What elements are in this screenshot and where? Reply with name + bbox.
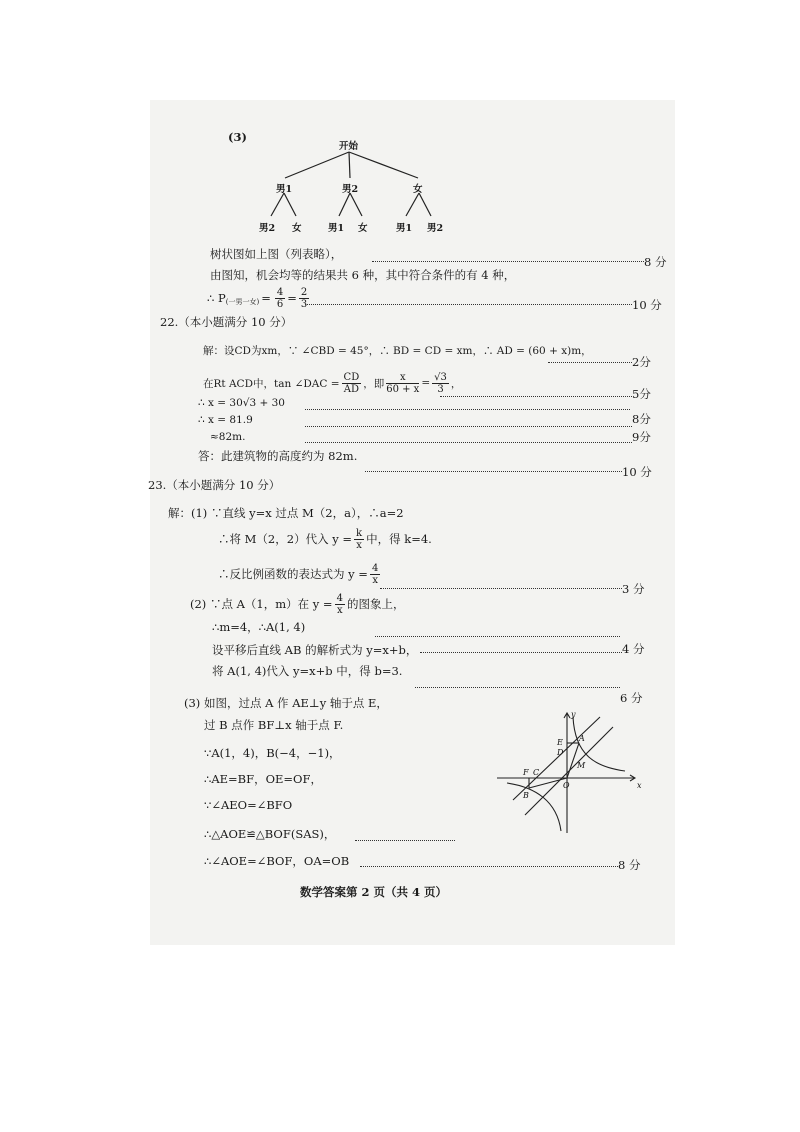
- graph-label-b: B: [523, 791, 529, 800]
- substitute-text: ∴将 M（2，2）代入 y =: [218, 532, 353, 546]
- q21-score3: 10 分: [632, 298, 662, 312]
- q22-line3: ∴ x = 30√3 + 30: [198, 397, 285, 409]
- tree-node-l1-3: 女: [413, 184, 423, 195]
- dotted-leader: [305, 409, 630, 410]
- fraction-cd-ad: $\frac{CD}{AD}$: [343, 371, 360, 395]
- dotted-leader: [365, 471, 622, 472]
- q23-p2-line1: [190, 590, 404, 618]
- tree-node-l1-2: 男2: [342, 184, 359, 195]
- graph-text: 的图象上，: [346, 597, 405, 611]
- tan-expression: 在Rt ACD中，tan ∠DAC =: [203, 377, 340, 390]
- tree-node-l2-1: 男2: [259, 223, 276, 234]
- graph-label-y: y: [571, 710, 576, 719]
- tree-node-l2-2: 女: [292, 223, 302, 234]
- part3-label: (3): [228, 130, 247, 144]
- coordinate-graph: [495, 705, 645, 835]
- point-a-text: (2) ∵点 A（1，m）在 y =: [190, 597, 333, 611]
- fraction-sqrt3-3: $\frac{√3}{3}$: [434, 371, 447, 395]
- q23-score3: 6 分: [620, 691, 643, 705]
- dotted-leader: [355, 840, 455, 841]
- q22-line1: 解：设CD为xm，∵ ∠CBD = 45°，∴ BD = CD = xm，∴ AD = (60 + x)m，: [203, 345, 592, 357]
- graph-label-a: A: [579, 734, 585, 743]
- equals-sign: =: [421, 377, 431, 389]
- text-namely: ，即: [363, 377, 385, 390]
- dotted-leader: [548, 362, 632, 363]
- q23-score4: 8 分: [618, 858, 641, 872]
- q23-p2-line2: ∴m=4，∴A(1, 4): [212, 620, 306, 634]
- dotted-leader: [372, 261, 644, 262]
- q21-score1: 8 分: [644, 255, 667, 269]
- tree-node-l1-1: 男1: [276, 184, 293, 195]
- q22-score2: 5分: [632, 387, 651, 401]
- q23-p3-line6: ∴△AOE≌△BOF(SAS)，: [204, 827, 336, 841]
- tree-diagram-lines: [0, 0, 800, 240]
- graph-label-x: x: [637, 781, 642, 790]
- q23-p3-line3: ∵A(1，4)，B(−4，−1)，: [204, 746, 341, 760]
- graph-label-e: E: [557, 738, 563, 747]
- q23-p1-line3: [218, 560, 382, 588]
- page-footer: 数学答案第 2 页（共 4 页）: [300, 885, 448, 899]
- probability-subscript: (一男一女): [225, 298, 260, 306]
- fraction-2-3: $\frac{2}{3}$: [300, 286, 308, 310]
- expression-text: ∴反比例函数的表达式为 y =: [218, 567, 368, 581]
- comma: ，: [450, 377, 462, 390]
- tree-node-l2-5: 男1: [396, 223, 413, 234]
- q22-score5: 9分: [632, 430, 651, 444]
- q22-answer: 答：此建筑物的高度约为 82m.: [198, 449, 358, 463]
- graph-label-c: C: [533, 768, 540, 777]
- dotted-leader: [305, 442, 632, 443]
- q23-p3-line1: (3) 如图，过点 A 作 AE⊥y 轴于点 E，: [184, 696, 388, 710]
- dotted-leader: [420, 652, 622, 653]
- dotted-leader: [440, 396, 632, 397]
- probability-symbol: ∴ P: [207, 291, 226, 305]
- dotted-leader: [380, 588, 622, 589]
- fraction-4-6: $\frac{4}{6}$: [276, 286, 284, 310]
- fraction-k-x: $\frac{k}{x}$: [356, 527, 363, 551]
- q23-p2-line4: 将 A(1, 4)代入 y=x+b 中，得 b=3.: [212, 664, 403, 678]
- q22-score4: 8分: [632, 412, 651, 426]
- q23-p3-line5: ∵∠AEO=∠BFO: [204, 798, 293, 812]
- dotted-leader: [375, 636, 620, 637]
- q23-p1-line1: 解：(1) ∵直线 y=x 过点 M（2，a），∴a=2: [168, 506, 404, 520]
- q22-line4: ∴ x = 81.9: [198, 414, 253, 426]
- q21-line2: 由图知，机会均等的结果共 6 种，其中符合条件的有 4 种，: [210, 268, 516, 282]
- graph-label-f: F: [523, 768, 529, 777]
- dotted-leader: [415, 687, 620, 688]
- q23-score1: 3 分: [622, 582, 645, 596]
- q23-p1-line2: [218, 525, 432, 553]
- graph-label-o: O: [563, 781, 570, 790]
- dotted-leader: [360, 866, 618, 867]
- tree-node-l2-4: 女: [358, 223, 368, 234]
- q22-score1: 2分: [632, 355, 651, 369]
- graph-label-d: D: [557, 748, 564, 757]
- q23-p3-line2: 过 B 点作 BF⊥x 轴于点 F.: [204, 718, 344, 732]
- q22-heading: 22.（本小题满分 10 分）: [160, 315, 293, 329]
- fraction-x-60x: $\frac{x}{60 + x}$: [386, 371, 420, 395]
- graph-label-m: M: [577, 761, 586, 770]
- tree-node-l2-6: 男2: [427, 223, 444, 234]
- result-k: 中，得 k=4.: [366, 532, 432, 546]
- q23-heading: 23.（本小题满分 10 分）: [148, 478, 281, 492]
- fraction-4-x: $\frac{4}{x}$: [336, 592, 343, 616]
- q23-p3-line7: ∴∠AOE=∠BOF，OA=OB: [204, 854, 350, 868]
- q23-p2-line3: 设平移后直线 AB 的解析式为 y=x+b，: [212, 643, 418, 657]
- q22-score6: 10 分: [622, 465, 652, 479]
- dotted-leader: [305, 426, 632, 427]
- q21-probability: [207, 283, 311, 313]
- equals-sign: =: [287, 291, 297, 305]
- hyperbola-branch-2: [507, 783, 561, 831]
- fraction-4-x: $\frac{4}{x}$: [371, 562, 379, 586]
- tree-node-l2-3: 男1: [328, 223, 345, 234]
- q22-line2: [203, 368, 461, 398]
- q23-p3-line4: ∴AE=BF，OE=OF，: [204, 772, 322, 786]
- dotted-leader: [305, 304, 632, 305]
- q21-line1: 树状图如上图（列表略），: [210, 247, 343, 261]
- line-ab: [513, 717, 600, 800]
- q22-line5: ≈82m.: [210, 431, 246, 443]
- tree-root: 开始: [339, 141, 359, 152]
- equals-sign: =: [261, 291, 271, 305]
- q23-score2: 4 分: [622, 642, 645, 656]
